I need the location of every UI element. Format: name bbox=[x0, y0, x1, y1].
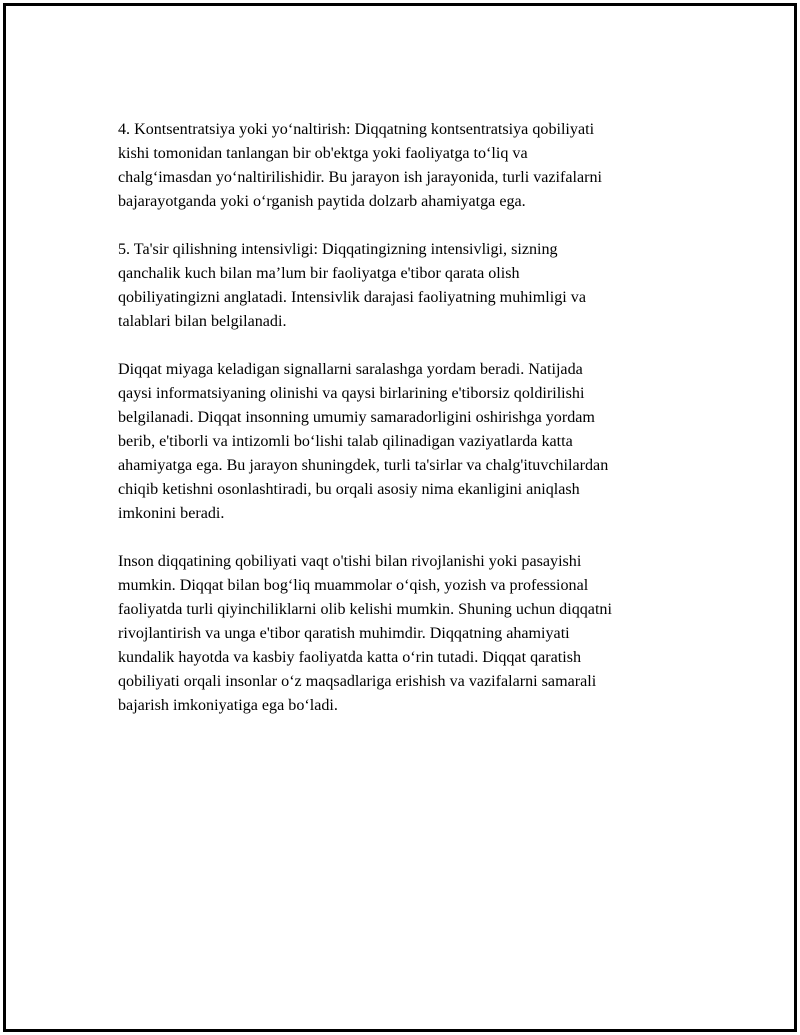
text-line: chalg‘imasdan yo‘naltirilishidir. Bu jarayon ish jarayonida, turli vazifalarni bbox=[118, 169, 603, 186]
text-line: kishi tomonidan tanlangan bir ob'ektga yoki faoliyatga to‘liq va bbox=[118, 145, 528, 162]
text-line: faoliyatda turli qiyinchiliklarni olib kelishi mumkin. Shuning uchun diqqatni bbox=[118, 601, 612, 618]
text-line: qobiliyatingizni anglatadi. Intensivlik darajasi faoliyatning muhimligi va bbox=[118, 289, 586, 306]
text-line: talablari bilan belgilanadi. bbox=[118, 313, 287, 330]
text-line: qanchalik kuch bilan ma’lum bir faoliyatga e'tibor qarata olish bbox=[118, 265, 520, 282]
text-line: chiqib ketishni osonlashtiradi, bu orqali asosiy nima ekanligini aniqlash bbox=[118, 481, 580, 498]
paragraph-concentration bbox=[118, 118, 688, 214]
text-line: imkonini beradi. bbox=[118, 505, 225, 522]
text-line: ahamiyatga ega. Bu jarayon shuningdek, turli ta'sirlar va chalg'ituvchilardan bbox=[118, 457, 609, 474]
text-line: bajarish imkoniyatiga ega bo‘ladi. bbox=[118, 697, 338, 714]
text-line: bajarayotganda yoki o‘rganish paytida dolzarb ahamiyatga ega. bbox=[118, 193, 526, 210]
document-body bbox=[118, 118, 688, 742]
text-line: 5. Ta'sir qilishning intensivligi: Diqqatingizning intensivligi, sizning bbox=[118, 241, 558, 258]
text-line: berib, e'tiborli va intizomli bo‘lishi talab qilinadigan vaziyatlarda katta bbox=[118, 433, 573, 450]
text-line: qobiliyati orqali insonlar o‘z maqsadlariga erishish va vazifalarni samarali bbox=[118, 673, 597, 690]
text-line: Diqqat miyaga keladigan signallarni saralashga yordam beradi. Natijada bbox=[118, 361, 583, 378]
text-line: 4. Kontsentratsiya yoki yo‘naltirish: Diqqatning kontsentratsiya qobiliyati bbox=[118, 121, 595, 138]
paragraph-attention-development bbox=[118, 550, 688, 718]
text-line: qaysi informatsiyaning olinishi va qaysi birlarining e'tiborsiz qoldirilishi bbox=[118, 385, 585, 402]
text-line: kundalik hayotda va kasbiy faoliyatda katta o‘rin tutadi. Diqqat qaratish bbox=[118, 649, 582, 666]
paragraph-intensity bbox=[118, 238, 688, 334]
text-line: rivojlantirish va unga e'tibor qaratish muhimdir. Diqqatning ahamiyati bbox=[118, 625, 570, 642]
text-line: mumkin. Diqqat bilan bog‘liq muammolar o‘qish, yozish va professional bbox=[118, 577, 589, 594]
text-line: belgilanadi. Diqqat insonning umumiy samaradorligini oshirishga yordam bbox=[118, 409, 595, 426]
paragraph-signal-filtering bbox=[118, 358, 688, 526]
text-line: Inson diqqatining qobiliyati vaqt o'tishi bilan rivojlanishi yoki pasayishi bbox=[118, 553, 582, 570]
